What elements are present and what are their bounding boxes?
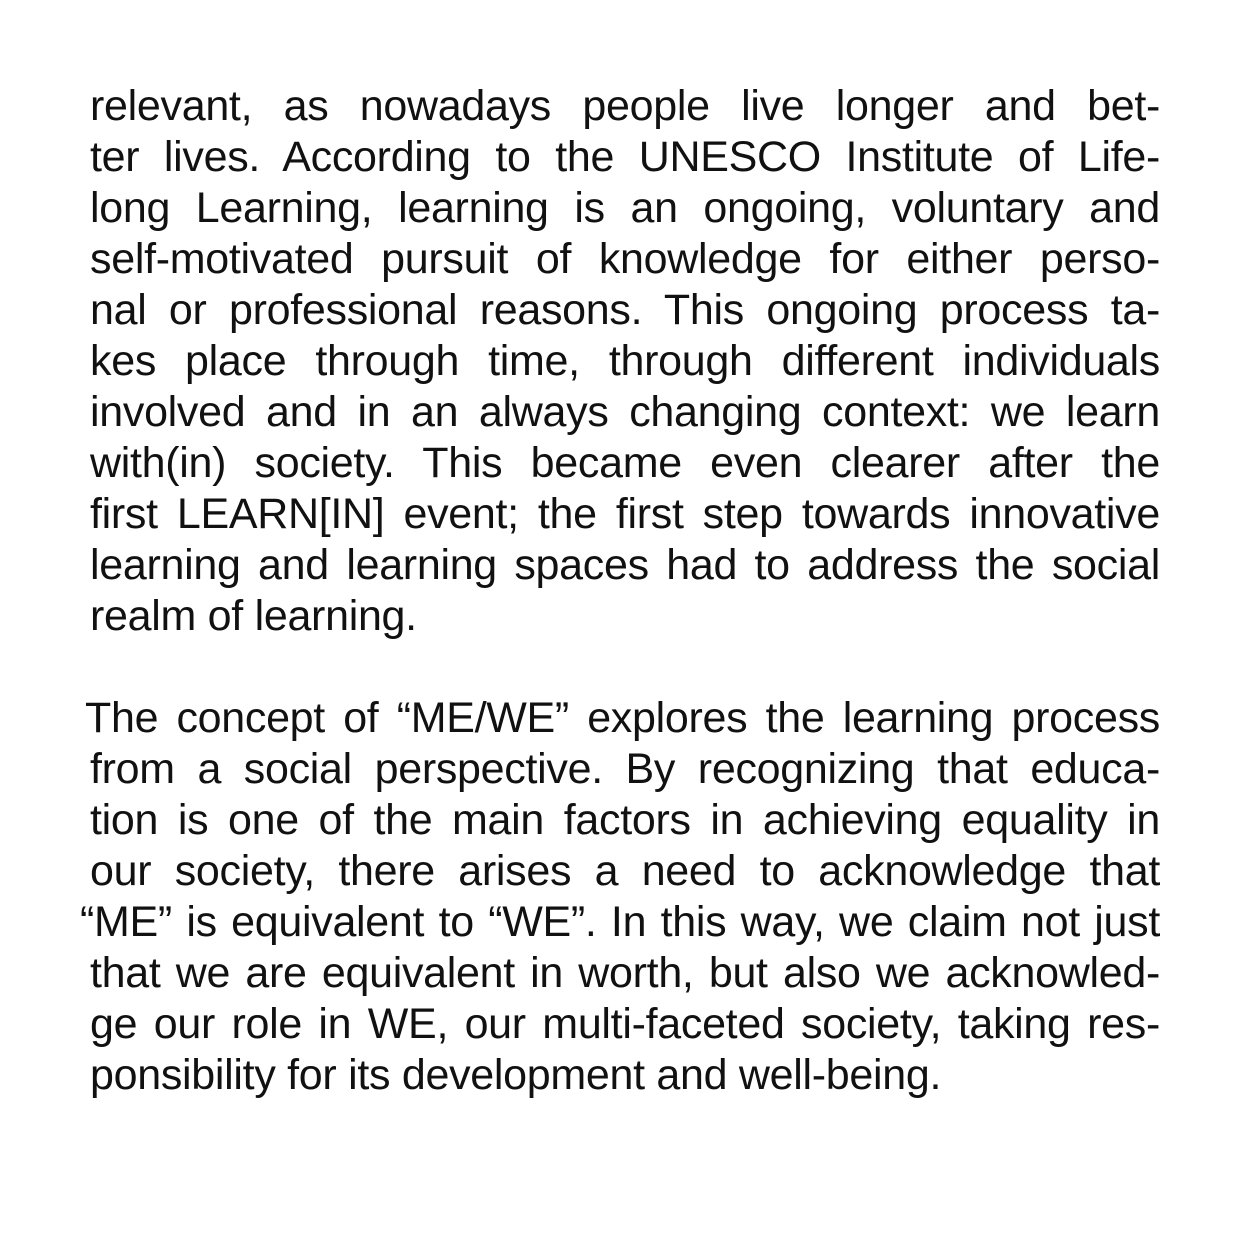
text-line: involved and in an always changing context: we learn <box>90 388 1160 436</box>
text-line: nal or professional reasons. This ongoing process ta- <box>90 286 1160 334</box>
text-line: learning and learning spaces had to address the social <box>90 541 1160 589</box>
text-line: self-motivated pursuit of knowledge for either perso- <box>90 235 1160 283</box>
text-line: kes place through time, through different individuals <box>90 337 1160 385</box>
text-line: “ME” is equivalent to “WE”. In this way, we claim not just <box>80 898 1160 946</box>
text-line: our society, there arises a need to acknowledge that <box>90 847 1160 895</box>
text-line: from a social perspective. By recognizing that educa- <box>90 745 1160 793</box>
text-line: tion is one of the main factors in achieving equality in <box>90 796 1160 844</box>
text-line: first LEARN[IN] event; the first step towards innovative <box>90 490 1160 538</box>
text-line: long Learning, learning is an ongoing, voluntary and <box>90 184 1160 232</box>
text-line: realm of learning. <box>90 592 417 640</box>
text-line: that we are equivalent in worth, but also we acknowled- <box>90 949 1160 997</box>
text-line: relevant, as nowadays people live longer and bet- <box>90 82 1160 130</box>
text-line: The concept of “ME/WE” explores the learning process <box>85 694 1160 742</box>
text-line: ter lives. According to the UNESCO Institute of Life- <box>90 133 1160 181</box>
text-line: ponsibility for its development and well-being. <box>90 1051 942 1099</box>
text-line: ge our role in WE, our multi-faceted society, taking res- <box>90 1000 1160 1048</box>
paragraph-lifelong-learning <box>80 81 1160 642</box>
paragraph-me-we-concept <box>80 693 1160 1101</box>
text-line: with(in) society. This became even clearer after the <box>90 439 1160 487</box>
